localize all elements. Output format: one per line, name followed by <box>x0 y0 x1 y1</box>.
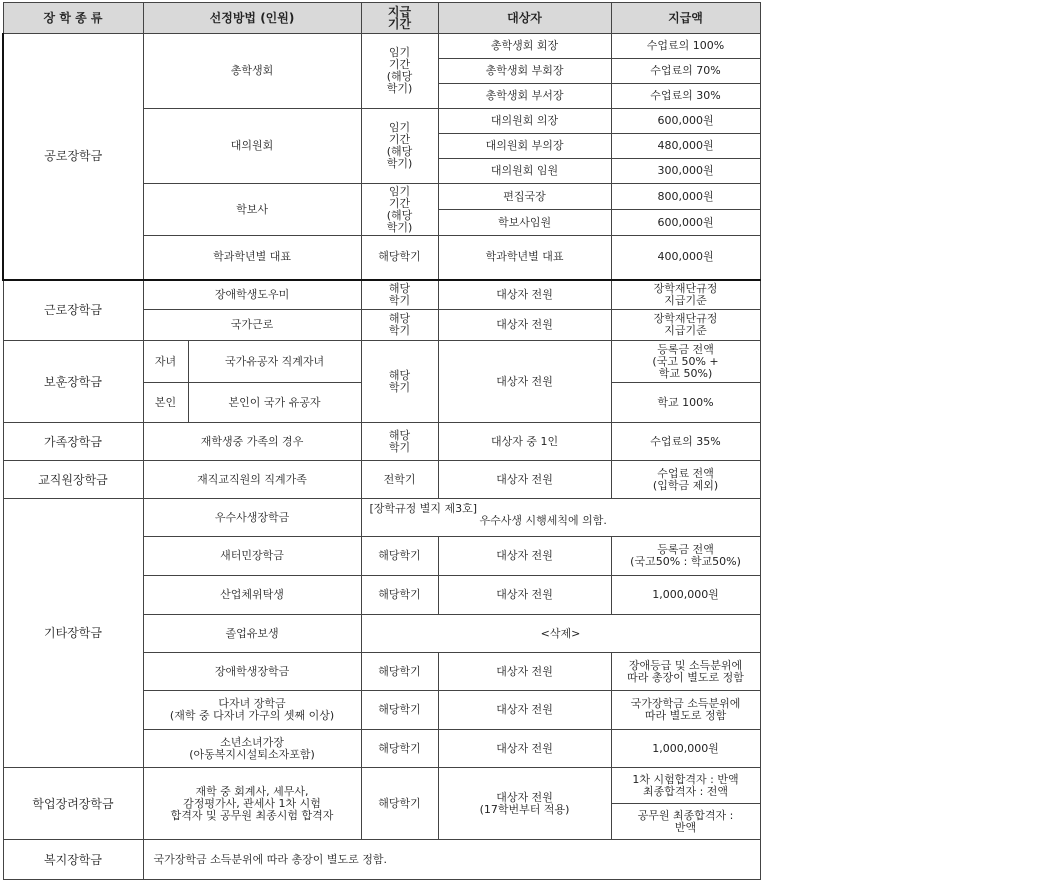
header-method: 선정방법 (인원) <box>143 3 361 34</box>
target-cell: 학보사임원 <box>438 210 611 236</box>
category-cell: 학업장려장학금 <box>3 768 143 840</box>
method-cell: 장애학생도우미 <box>143 280 361 310</box>
amount-cell: 600,000원 <box>611 210 760 236</box>
target-cell: 대상자 전원 <box>438 691 611 730</box>
period-cell: 해당 학기 <box>361 341 438 423</box>
amount-cell: 장학재단규정 지급기준 <box>611 280 760 310</box>
period-cell: 해당학기 <box>361 537 438 576</box>
period-cell: 임기 기간 (해당 학기) <box>361 34 438 109</box>
amount-cell: 수업료의 30% <box>611 84 760 109</box>
category-cell: 근로장학금 <box>3 280 143 341</box>
target-cell: 대상자 전원 (17학번부터 적용) <box>438 768 611 840</box>
category-cell: 공로장학금 <box>3 34 143 280</box>
note-cell: 국가장학금 소득분위에 따라 총장이 별도로 정함. <box>143 840 760 880</box>
category-cell: 기타장학금 <box>3 499 143 768</box>
period-cell: 임기 기간 (해당 학기) <box>361 109 438 184</box>
scholarship-table <box>2 2 761 880</box>
method-cell: 총학생회 <box>143 34 361 109</box>
method-cell: 산업체위탁생 <box>143 576 361 615</box>
method-cell: 국가근로 <box>143 310 361 341</box>
table-row <box>3 423 760 461</box>
method-cell: 장애학생장학금 <box>143 653 361 691</box>
deleted-cell: <삭제> <box>361 615 760 653</box>
method-cell: 재학 중 회계사, 세무사, 감정평가사, 관세사 1차 시험 합격자 및 공무원 최종시험 합격자 <box>143 768 361 840</box>
rule-note: 우수사생 시행세칙에 의함. <box>479 514 607 527</box>
method-cell: 소년소녀가장 (아동복지시설퇴소자포함) <box>143 730 361 768</box>
method-cell: 재학생중 가족의 경우 <box>143 423 361 461</box>
amount-cell: 학교 100% <box>611 383 760 423</box>
header-target: 대상자 <box>438 3 611 34</box>
table-row <box>3 768 760 804</box>
amount-cell: 공무원 최종합격자 : 반액 <box>611 804 760 840</box>
amount-cell: 장애등급 및 소득분위에 따라 총장이 별도로 정함 <box>611 653 760 691</box>
period-cell: 임기 기간 (해당 학기) <box>361 184 438 236</box>
period-cell: 해당학기 <box>361 576 438 615</box>
table-row <box>3 840 760 880</box>
amount-cell: 1,000,000원 <box>611 730 760 768</box>
target-cell: 대상자 전원 <box>438 461 611 499</box>
category-cell: 복지장학금 <box>3 840 143 880</box>
amount-cell: 1,000,000원 <box>611 576 760 615</box>
period-cell: 해당학기 <box>361 653 438 691</box>
amount-cell: 수업료의 70% <box>611 59 760 84</box>
method-cell: 본인이 국가 유공자 <box>188 383 361 423</box>
period-cell: 해당학기 <box>361 730 438 768</box>
target-cell: 대상자 전원 <box>438 537 611 576</box>
target-cell: 대상자 전원 <box>438 730 611 768</box>
amount-cell: 등록금 전액 (국고50% : 학교50%) <box>611 537 760 576</box>
amount-cell: 600,000원 <box>611 109 760 134</box>
method-cell: 재직교직원의 직계가족 <box>143 461 361 499</box>
table-row <box>3 280 760 310</box>
method-cell: 새터민장학금 <box>143 537 361 576</box>
amount-cell: 수업료의 35% <box>611 423 760 461</box>
period-cell: 해당학기 <box>361 768 438 840</box>
amount-cell: 장학재단규정 지급기준 <box>611 310 760 341</box>
header-row <box>3 3 760 34</box>
amount-cell: 480,000원 <box>611 134 760 159</box>
method-cell: 대의원회 <box>143 109 361 184</box>
target-cell: 대상자 전원 <box>438 310 611 341</box>
scholarship-table-wrapper <box>2 2 759 880</box>
method-cell: 학과학년별 대표 <box>143 236 361 280</box>
table-row <box>3 461 760 499</box>
target-cell: 학과학년별 대표 <box>438 236 611 280</box>
method-cell: 졸업유보생 <box>143 615 361 653</box>
header-type: 장 학 종 류 <box>3 3 143 34</box>
target-cell: 총학생회 회장 <box>438 34 611 59</box>
method-cell: 국가유공자 직계자녀 <box>188 341 361 383</box>
method-cell: 다자녀 장학금 (재학 중 다자녀 가구의 셋째 이상) <box>143 691 361 730</box>
target-cell: 대상자 전원 <box>438 341 611 423</box>
amount-cell: 300,000원 <box>611 159 760 184</box>
target-cell: 대상자 중 1인 <box>438 423 611 461</box>
sub-cell: 자녀 <box>143 341 188 383</box>
target-cell: 대상자 전원 <box>438 280 611 310</box>
amount-cell: 등록금 전액 (국고 50% + 학교 50%) <box>611 341 760 383</box>
period-cell: 해당학기 <box>361 691 438 730</box>
amount-cell: 수업료의 100% <box>611 34 760 59</box>
target-cell: 대의원회 의장 <box>438 109 611 134</box>
target-cell: 총학생회 부회장 <box>438 59 611 84</box>
amount-cell: 수업료 전액 (입학금 제외) <box>611 461 760 499</box>
regulation-note: [장학규정 별지 제3호] <box>369 502 478 515</box>
period-cell: 해당 학기 <box>361 310 438 341</box>
header-period: 지급 기간 <box>361 3 438 34</box>
category-cell: 교직원장학금 <box>3 461 143 499</box>
amount-cell: 400,000원 <box>611 236 760 280</box>
amount-cell: 800,000원 <box>611 184 760 210</box>
period-cell: 전학기 <box>361 461 438 499</box>
method-cell: 학보사 <box>143 184 361 236</box>
table-row <box>3 341 760 383</box>
header-amount: 지급액 <box>611 3 760 34</box>
period-cell: 해당 학기 <box>361 280 438 310</box>
category-cell: 보훈장학금 <box>3 341 143 423</box>
target-cell: 편집국장 <box>438 184 611 210</box>
category-cell: 가족장학금 <box>3 423 143 461</box>
target-cell: 대의원회 부의장 <box>438 134 611 159</box>
target-cell: 대상자 전원 <box>438 653 611 691</box>
sub-cell: 본인 <box>143 383 188 423</box>
period-cell: 해당학기 <box>361 236 438 280</box>
table-row <box>3 499 760 537</box>
method-cell: 우수사생장학금 <box>143 499 361 537</box>
amount-cell: 국가장학금 소득분위에 따라 별도로 정함 <box>611 691 760 730</box>
target-cell: 대의원회 임원 <box>438 159 611 184</box>
target-cell: 대상자 전원 <box>438 576 611 615</box>
target-cell: 총학생회 부서장 <box>438 84 611 109</box>
table-row <box>3 34 760 59</box>
note-cell <box>361 499 760 537</box>
period-cell: 해당 학기 <box>361 423 438 461</box>
amount-cell: 1차 시험합격자 : 반액 최종합격자 : 전액 <box>611 768 760 804</box>
